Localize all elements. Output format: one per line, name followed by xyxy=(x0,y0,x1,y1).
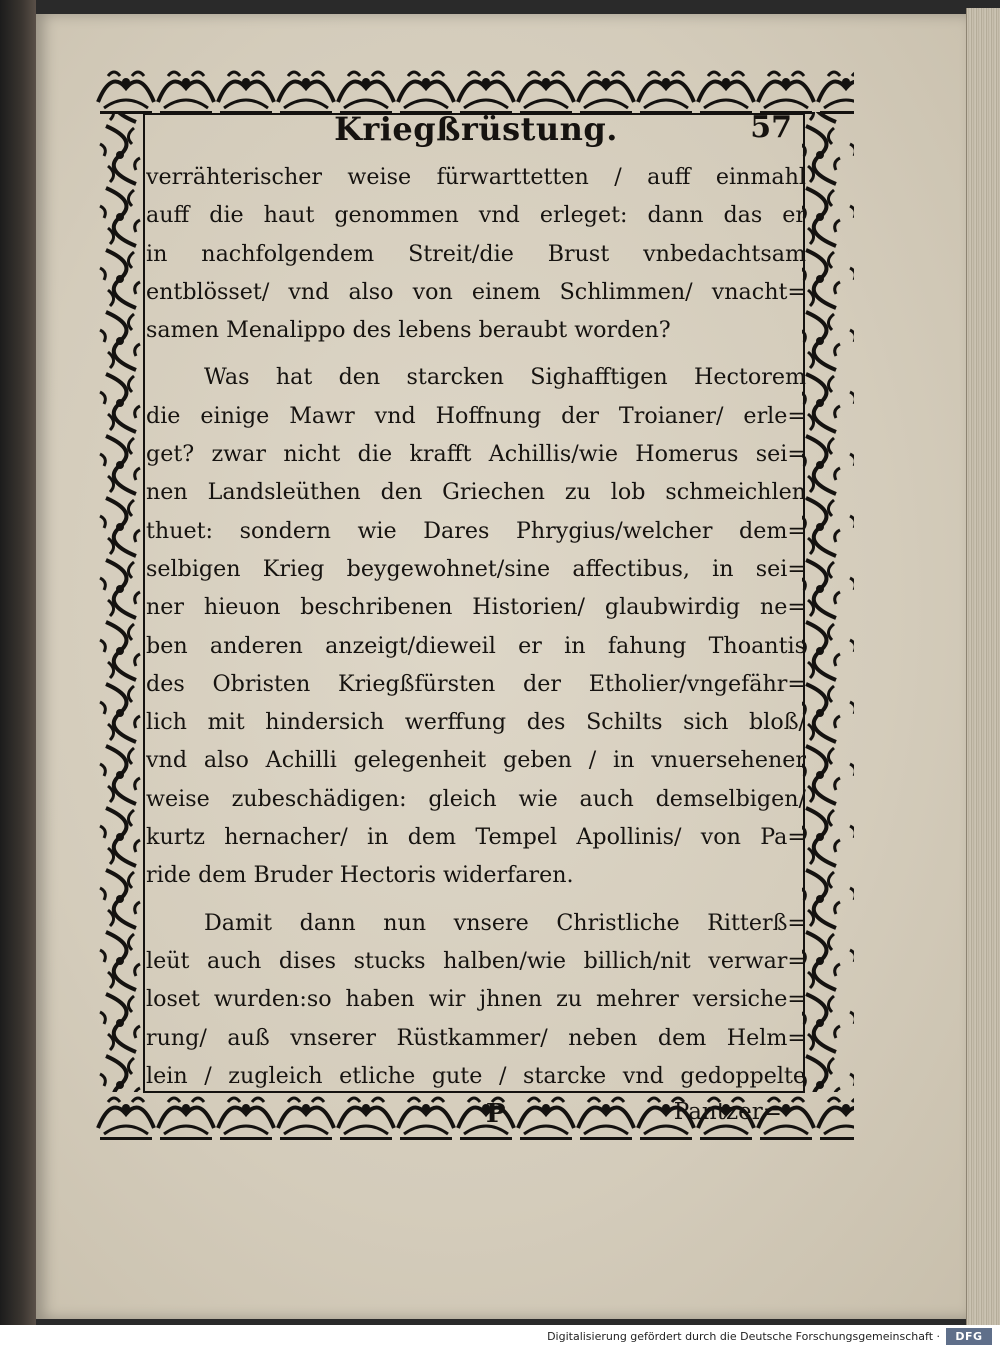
text-line: des Obristen Kriegßfürsten der Etholier/vngefähr= xyxy=(146,670,806,697)
page-footer-marks xyxy=(146,1095,806,1135)
running-head: Kriegßrüstung. xyxy=(334,110,618,148)
text-line: selbigen Krieg beygewohnet/sine affectibus, in sei= xyxy=(146,555,806,582)
book-binding-edge xyxy=(0,0,36,1325)
text-line: ride dem Bruder Hectoris widerfaren. xyxy=(146,862,574,889)
text-line: weise zubeschädigen: gleich wie auch demselbigen/ xyxy=(146,785,806,812)
text-line: nen Landsleüthen den Griechen zu lob schmeichlen xyxy=(146,479,806,506)
text-line: rung/ auß vnserer Rüstkammer/ neben dem Helm= xyxy=(146,1024,806,1051)
text-line: loset wurden:so haben wir jhnen zu mehrer versiche= xyxy=(146,986,806,1013)
text-line: verrähterischer weise fürwarttetten / auff einmahl xyxy=(146,164,806,190)
text-line: ner hieuon beschribenen Historien/ glaubwirdig ne= xyxy=(146,594,806,621)
text-line: thuet: sondern wie Dares Phrygius/welcher dem= xyxy=(146,517,806,544)
text-line: Damit dann nun vnsere Christliche Ritterß= xyxy=(204,909,806,936)
page-header xyxy=(146,108,806,158)
text-line: samen Menalippo des lebens beraubt worden? xyxy=(146,317,671,344)
text-line: leüt auch dises stucks halben/wie billich/nit verwar= xyxy=(146,947,806,974)
text-line: kurtz hernacher/ in dem Tempel Apollinis/ von Pa= xyxy=(146,824,806,851)
text-line: Was hat den starcken Sighafftigen Hectorem xyxy=(204,364,806,391)
page-stack-edge xyxy=(966,8,1000,1326)
text-line: get? zwar nicht die krafft Achillis/wie Homerus sei= xyxy=(146,441,806,468)
funding-credit: Digitalisierung gefördert durch die Deutsche Forschungsgemeinschaft · xyxy=(547,1330,940,1343)
text-line: auff die haut genommen vnd erleget: dann das er xyxy=(146,202,806,229)
signature-mark: P xyxy=(486,1099,506,1130)
viewer-footer xyxy=(0,1325,1000,1349)
dfg-logo: DFG xyxy=(946,1328,992,1345)
text-line: vnd also Achilli gelegenheit geben / in vnuersehener xyxy=(146,747,806,774)
text-block xyxy=(146,108,806,1130)
text-line: lich mit hindersich werffung des Schilts sich bloß/ xyxy=(146,709,806,736)
text-line: die einige Mawr vnd Hoffnung der Troianer/ erle= xyxy=(146,402,806,429)
catchword: Pantzer= xyxy=(673,1099,782,1126)
text-line: lein / zugleich etliche gute / starcke vnd gedoppelte xyxy=(146,1062,806,1089)
text-line: entblösset/ vnd also von einem Schlimmen/ vnacht= xyxy=(146,278,806,305)
page-number: 57 xyxy=(750,110,792,145)
text-line: in nachfolgendem Streit/die Brust vnbedachtsam xyxy=(146,240,806,267)
text-line: ben anderen anzeigt/dieweil er in fahung Thoantis xyxy=(146,632,806,659)
